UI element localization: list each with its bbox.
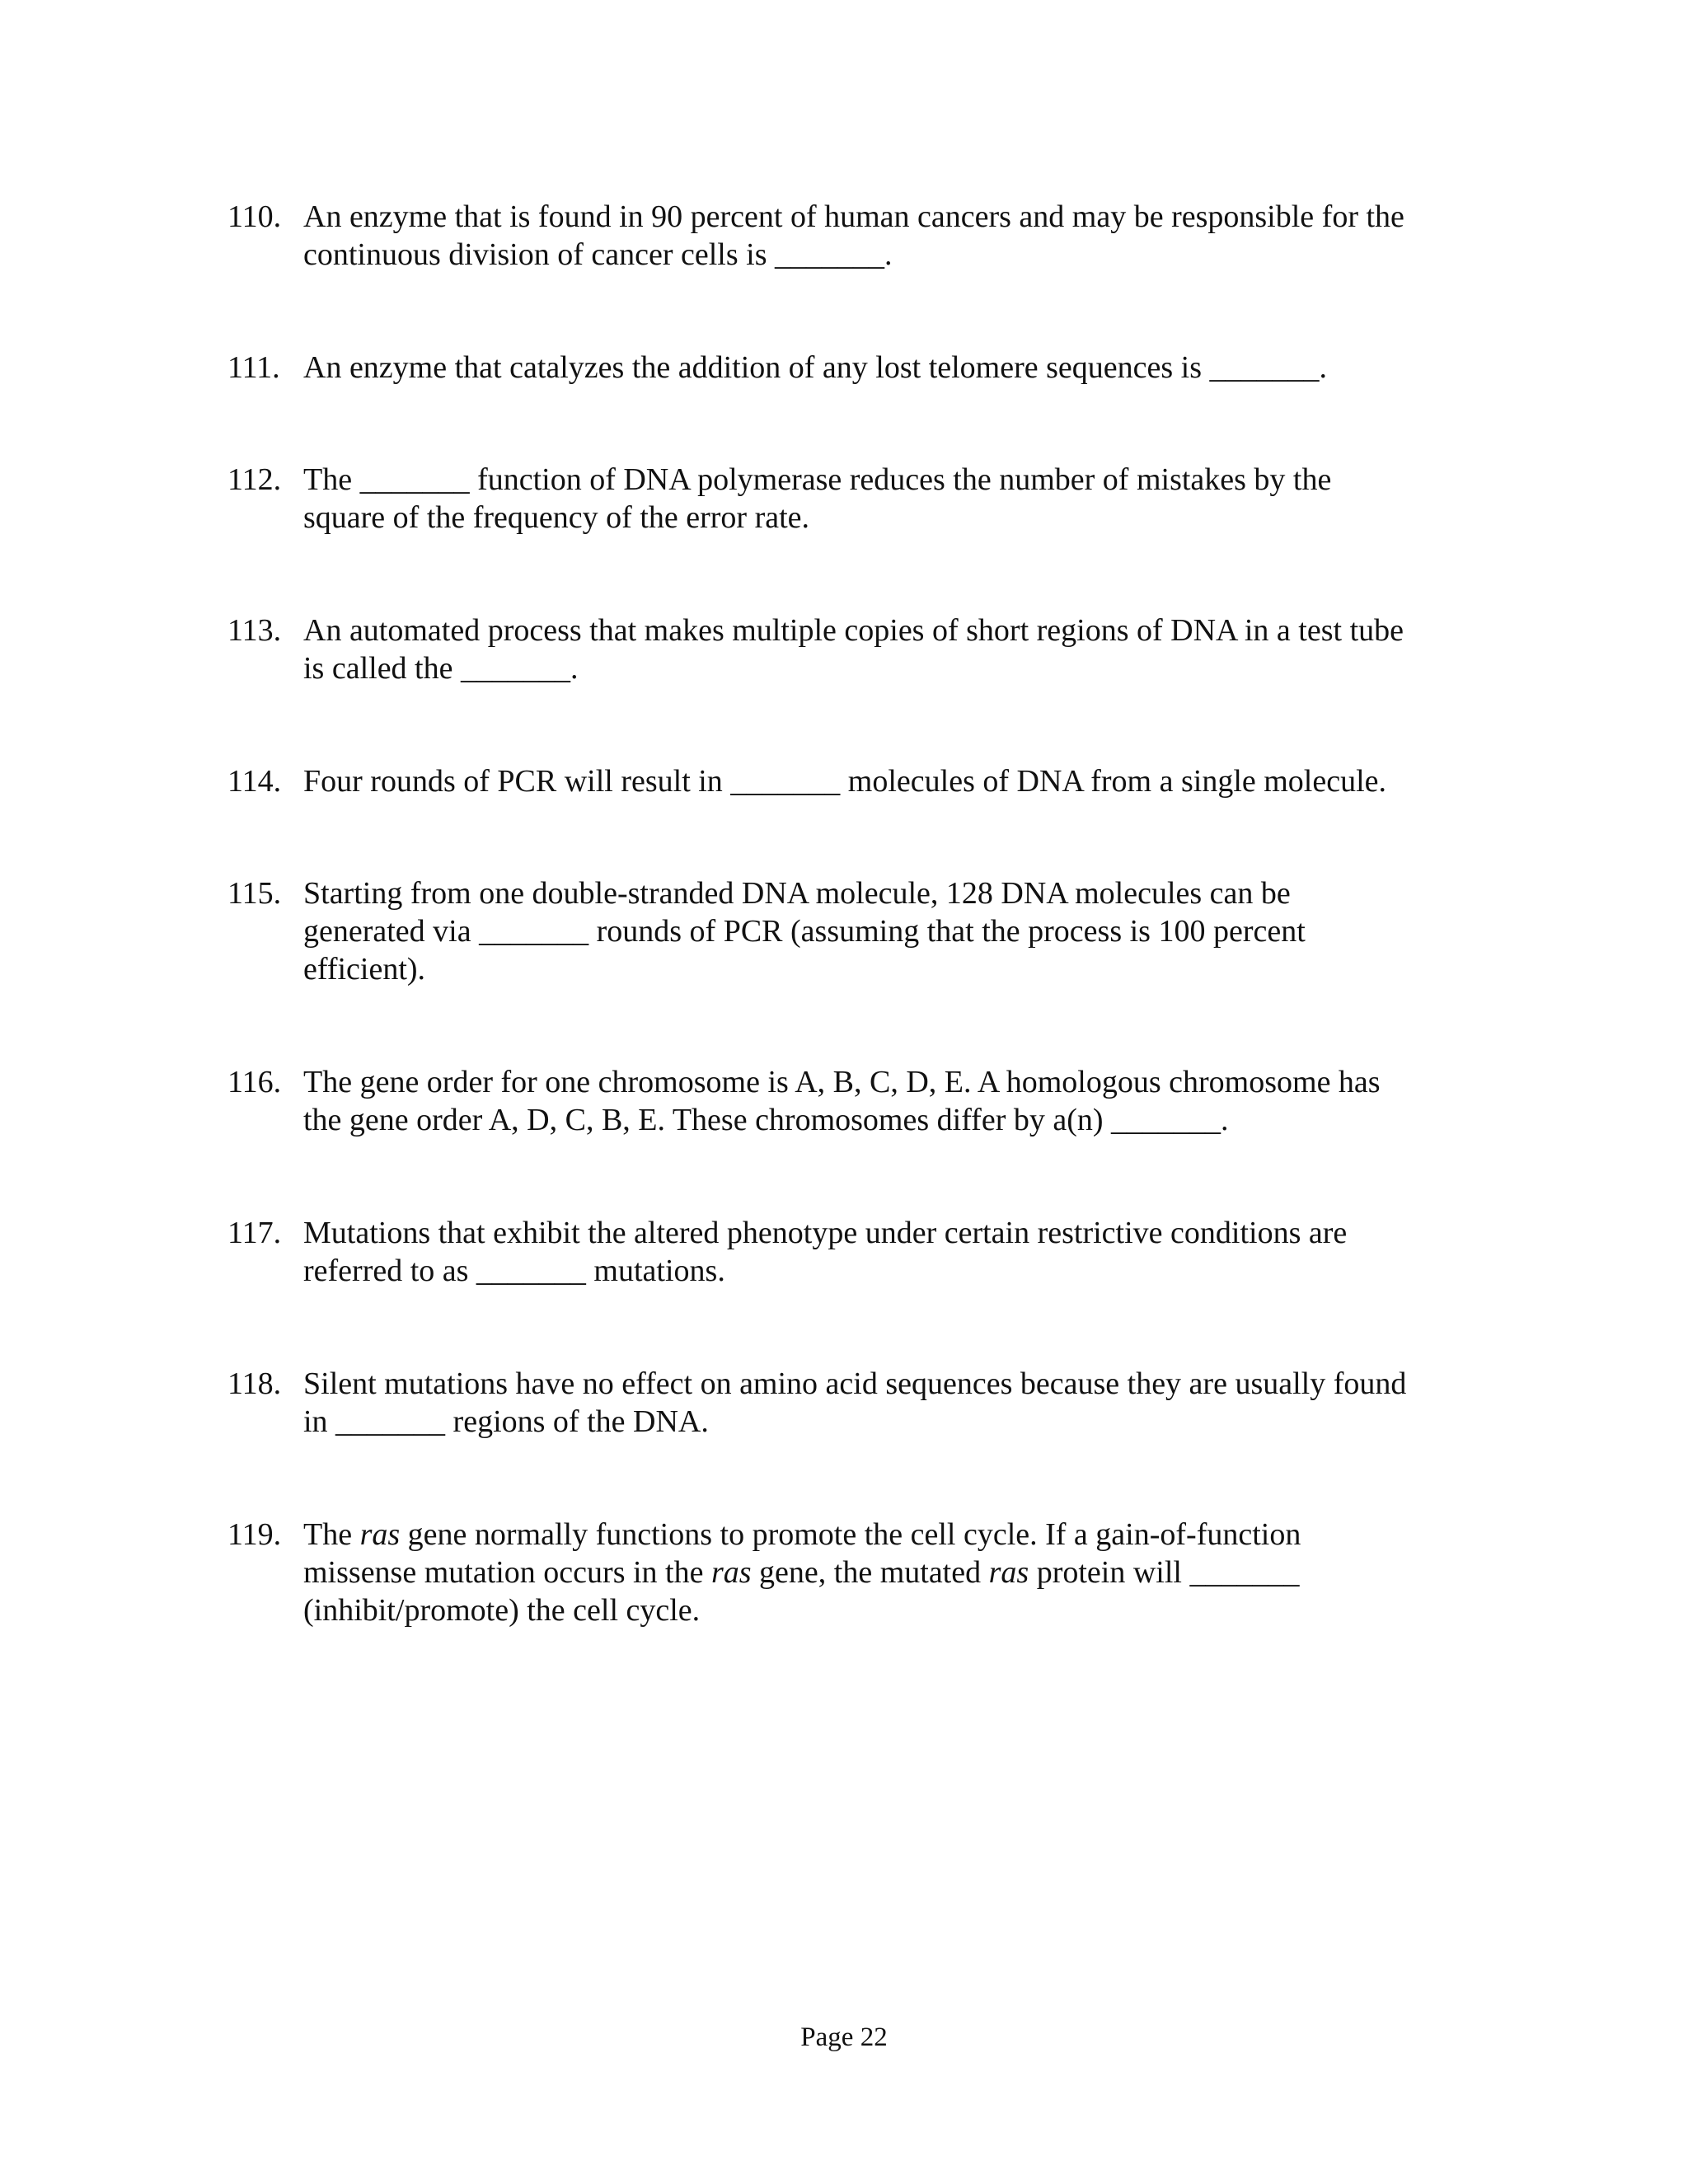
question-number: 110. [227,199,282,234]
question-number: 116. [227,1065,282,1099]
italic-term: ras [710,1555,752,1590]
question-number: 118. [227,1366,282,1401]
question-number: 114. [227,764,282,799]
question-number: 113. [227,613,282,648]
question-text: An automated process that makes multiple copies of short regions of DNA in a test tube is called the _______. [303,613,1404,686]
page-number: Page 22 [800,2022,888,2052]
question-text: The gene order for one chromosome is A, B, C, D, E. A homologous chromosome has the gene order A, D, C, B, E. These chromosomes differ by a(n) _______. [303,1065,1381,1137]
question-number: 117. [227,1216,282,1250]
question-text: Starting from one double-stranded DNA molecule, 128 DNA molecules can be generated via _______ rounds of PCR (assuming that the process is 100 percent efficient). [303,876,1306,987]
question-text: An enzyme that catalyzes the addition of any lost telomere sequences is _______. [303,350,1328,385]
question-116 [227,1063,1480,1139]
question-112 [227,461,1480,537]
question-114 [227,762,1480,800]
question-number: 112. [227,462,282,497]
question-113 [227,612,1480,687]
question-118 [227,1365,1480,1441]
question-117 [227,1214,1480,1290]
question-number: 115. [227,876,282,911]
question-text: Four rounds of PCR will result in _______ molecules of DNA from a single molecule. [303,764,1387,799]
question-text: Mutations that exhibit the altered phenotype under certain restrictive conditions are referred to as _______ mutations. [303,1216,1348,1288]
question-115 [227,874,1480,988]
question-number: 119. [227,1517,282,1552]
italic-term: ras [988,1555,1029,1590]
italic-term: ras [359,1517,401,1552]
question-119 [227,1516,1480,1629]
question-text: The _______ function of DNA polymerase reduces the number of mistakes by the square of the frequency of the error rate. [303,462,1332,535]
question-110 [227,198,1480,274]
question-111 [227,349,1480,387]
question-text: An enzyme that is found in 90 percent of human cancers and may be responsible for the continuous division of cancer cells is _______. [303,199,1404,272]
question-text: Silent mutations have no effect on amino acid sequences because they are usually found in _______ regions of the DNA. [303,1366,1407,1439]
question-text: The ras gene normally functions to promote the cell cycle. If a gain-of-function missense mutation occurs in the ras gene, the mutated ras protein will _______ (inhibit/promote) the cell cycle. [303,1517,1301,1628]
question-number: 111. [227,350,280,385]
